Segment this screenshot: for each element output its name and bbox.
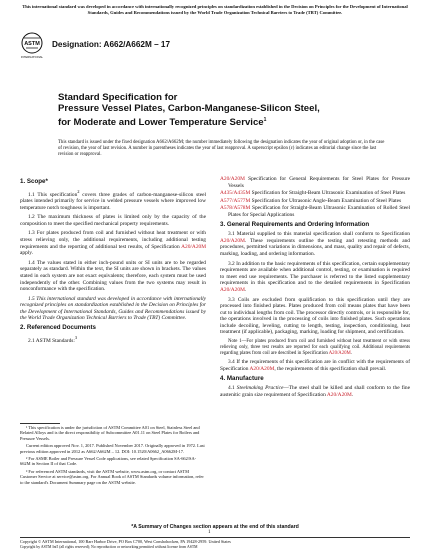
- footnote-1-edition: Current edition approved Nov. 1, 2017. Published November 2017. Originally approved in 1972. Last previous edition approved in 2012 as A662/A662M – 12. DOI: 10.1520/A0662_A0662M-17.: [20, 443, 205, 454]
- footnote-divider: [20, 423, 60, 424]
- document-title: [58, 92, 378, 128]
- ref-link-a20[interactable]: A20/A20M: [220, 286, 245, 293]
- astm-logo-icon: [20, 32, 44, 60]
- paragraph-4-1: 4.1 Steelmaking Practice—The steel shall be killed and shall conform to the fine austenitic grain size requirement of Specification A20/A20M.: [220, 385, 411, 398]
- footnote-1: ¹ This specification is under the jurisdiction of ASTM Committee A01 on Steel, Stainless Steel and Related Alloys and is the direct responsibility of Subcommittee A01.11 on Steel Plates for Boilers and Pressure Vessels.: [20, 425, 200, 441]
- title-line-1: Standard Specification for: [58, 92, 178, 103]
- general-requirements-heading: 3. General Requirements and Ordering Information: [220, 220, 370, 228]
- referenced-documents-heading: 2. Referenced Documents: [20, 324, 96, 332]
- title-line-3: for Moderate and Lower Temperature Service$^1$: [58, 116, 267, 128]
- paragraph-1-2: 1.2 The maximum thickness of plates is limited only by the capacity of the composition to meet the specified mechanical property requirements.: [20, 214, 206, 227]
- ref-link-a20[interactable]: A20/A20M: [220, 237, 245, 244]
- ref-link-a20[interactable]: A20/A20M: [249, 366, 275, 373]
- svg-text:ASTM: ASTM: [24, 41, 40, 47]
- reference-item: A578/A578M Specification for Straight-Beam Ultrasonic Examination of Rolled Steel Plates for Special Applications: [220, 205, 410, 218]
- manufacture-heading: 4. Manufacture: [220, 374, 264, 382]
- international-standard-notice: This international standard was developed in accordance with internationally recognized principles on standardization established in the Decision on Principles for the Development of International Standards, Guides and Recommendations issued by the World Trade Organization Technical Barriers to Trade (TBT) Committee.: [22, 4, 408, 15]
- right-column: [220, 176, 410, 401]
- svg-text:INTERNATIONAL: INTERNATIONAL: [20, 55, 44, 59]
- paragraph-3-3: 3.3 Coils are excluded from qualification to this specification until they are processed into finished plates. Plates produced from coil means plates that have been cut to individual lengths from coil. The processor directly controls, or is responsible for, the operations involved in the processing of coils into finished plates. Such operations include decoiling, leveling, cutting to length, testing, inspection, conditioning, heat treatment (if applicable), packaging, marking, loading for shipment, and certification.: [220, 296, 410, 336]
- ref-link-a20[interactable]: A20/A20M: [326, 391, 352, 398]
- paragraph-3-2: 3.2 In addition to the basic requirements of this specification, certain supplementary requirements are available when additional control, testing, or examination is required to meet end use requirements. The purchaser is referred to the listed supplementary requirements in this specification and to the detailed requirements in Specification A20/A20M.: [220, 260, 410, 293]
- ref-link[interactable]: A20/A20M: [220, 176, 245, 182]
- ref-link[interactable]: A577/A577M: [220, 197, 251, 204]
- copyright-text: Copyright © ASTM International, 100 Barr Harbor Drive, PO Box C700, West Conshohocken, PA 19428-2959. United States: [20, 539, 231, 544]
- paragraph-3-4: 3.4 If the requirements of this specification are in conflict with the requirements of Specification A20/A20M, the requirements of this specification shall prevail.: [220, 359, 410, 373]
- reference-item: A577/A577M Specification for Ultrasonic Angle-Beam Examination of Steel Plates: [220, 197, 402, 204]
- issuance-note: This standard is issued under the fixed designation A662/A662M; the number immediately following the designation indicates the year of original adoption or, in the case of revision, the year of last revision. A number in parentheses indicates the year of last reapproval. A superscript epsilon (ε) indicates an editorial change since the last revision or reapproval.: [58, 140, 385, 157]
- title-line-2: Pressure Vessel Plates, Carbon-Manganese-Silicon Steel,: [58, 103, 320, 115]
- scope-heading: 1. Scope*: [20, 178, 48, 185]
- paragraph-2-1: 2.1 ASTM Standards:$^3$: [28, 334, 78, 344]
- ref-link-a20[interactable]: A20/A20M: [181, 243, 206, 250]
- footnote-3: ³ For referenced ASTM standards, visit the ASTM website, www.astm.org, or contact ASTM Customer Service at service@astm.org. For Annual Book of ASTM Standards volume information, refer to the standard's Document Summary page on the ASTM website.: [20, 468, 204, 485]
- paragraph-1-4: 1.4 The values stated in either inch-pound units or SI units are to be regarded separately as standard. Within the text, the SI units are shown in brackets. The values stated in each system are not exact equivalents; therefore, each system must be used independently of the other. Combining values from the two systems may result in nonconformance with the specification.: [20, 259, 206, 293]
- footnote-2: ² For ASME Boiler and Pressure Vessel Code applications, see related Specification SA-662/SA-662M in Section II of that Code.: [20, 456, 197, 467]
- copyright-divider: [20, 537, 410, 538]
- page-number: 1: [208, 530, 211, 535]
- paragraph-1-5: 1.5 This international standard was developed in accordance with internationally recognized principles on standardization established in the Decision on Principles for the Development of International Standards, Guides and Recommendations issued by the World Trade Organization Technical Barriers to Trade (TBT) Committee.: [20, 295, 206, 322]
- left-column: [20, 176, 206, 347]
- ref-link[interactable]: A578/A578M: [220, 205, 251, 212]
- reference-item: A435/A435M Specification for Straight-Beam Ultrasonic Examination of Steel Plates: [220, 190, 406, 197]
- note-1: Note 1—For plates produced from coil and furnished without heat treatment or with stress relieving only, three test results are reported for each qualifying coil. Additional requirements regarding plates from coil are described in Specification A20/A20M.: [220, 339, 410, 356]
- paragraph-3-1: 3.1 Material supplied to this material specification shall conform to Specification A20/A20M. These requirements outline the testing and retesting methods and procedures, permitted variations in dimensions, and mass, quality and repair of defects, marking, loading, and ordering information.: [220, 231, 410, 257]
- reference-item: A20/A20M Specification for General Requirements for Steel Plates for Pressure Vessels: [220, 176, 410, 189]
- footnotes: [20, 425, 206, 487]
- designation: Designation: A662/A662M – 17: [52, 40, 171, 49]
- summary-of-changes-note: *A Summary of Changes section appears at the end of this standard: [131, 524, 299, 530]
- ref-link[interactable]: A435/A435M: [220, 190, 251, 197]
- license-line: Copyright by ASTM Int'l (all rights reserved); No reproduction or networking permitted without license from ASTM: [20, 545, 198, 549]
- paragraph-1-1: 1.1 This specification$^2$ covers three grades of carbon-manganese-silicon steel plates intended primarily for service in welded pressure vessels where improved low temperature notch toughness is important.: [20, 188, 206, 211]
- reference-list: [220, 176, 410, 219]
- title-footnote-marker: 1: [263, 116, 267, 123]
- ref-link-a20[interactable]: A20/A20M: [328, 350, 351, 356]
- paragraph-1-3: 1.3 For plates produced from coil and furnished without heat treatment or with stress relieving only, the additional requirements, including additional testing requirements and the reporting of additional test results, of Specification A20/A20M apply.: [20, 230, 206, 257]
